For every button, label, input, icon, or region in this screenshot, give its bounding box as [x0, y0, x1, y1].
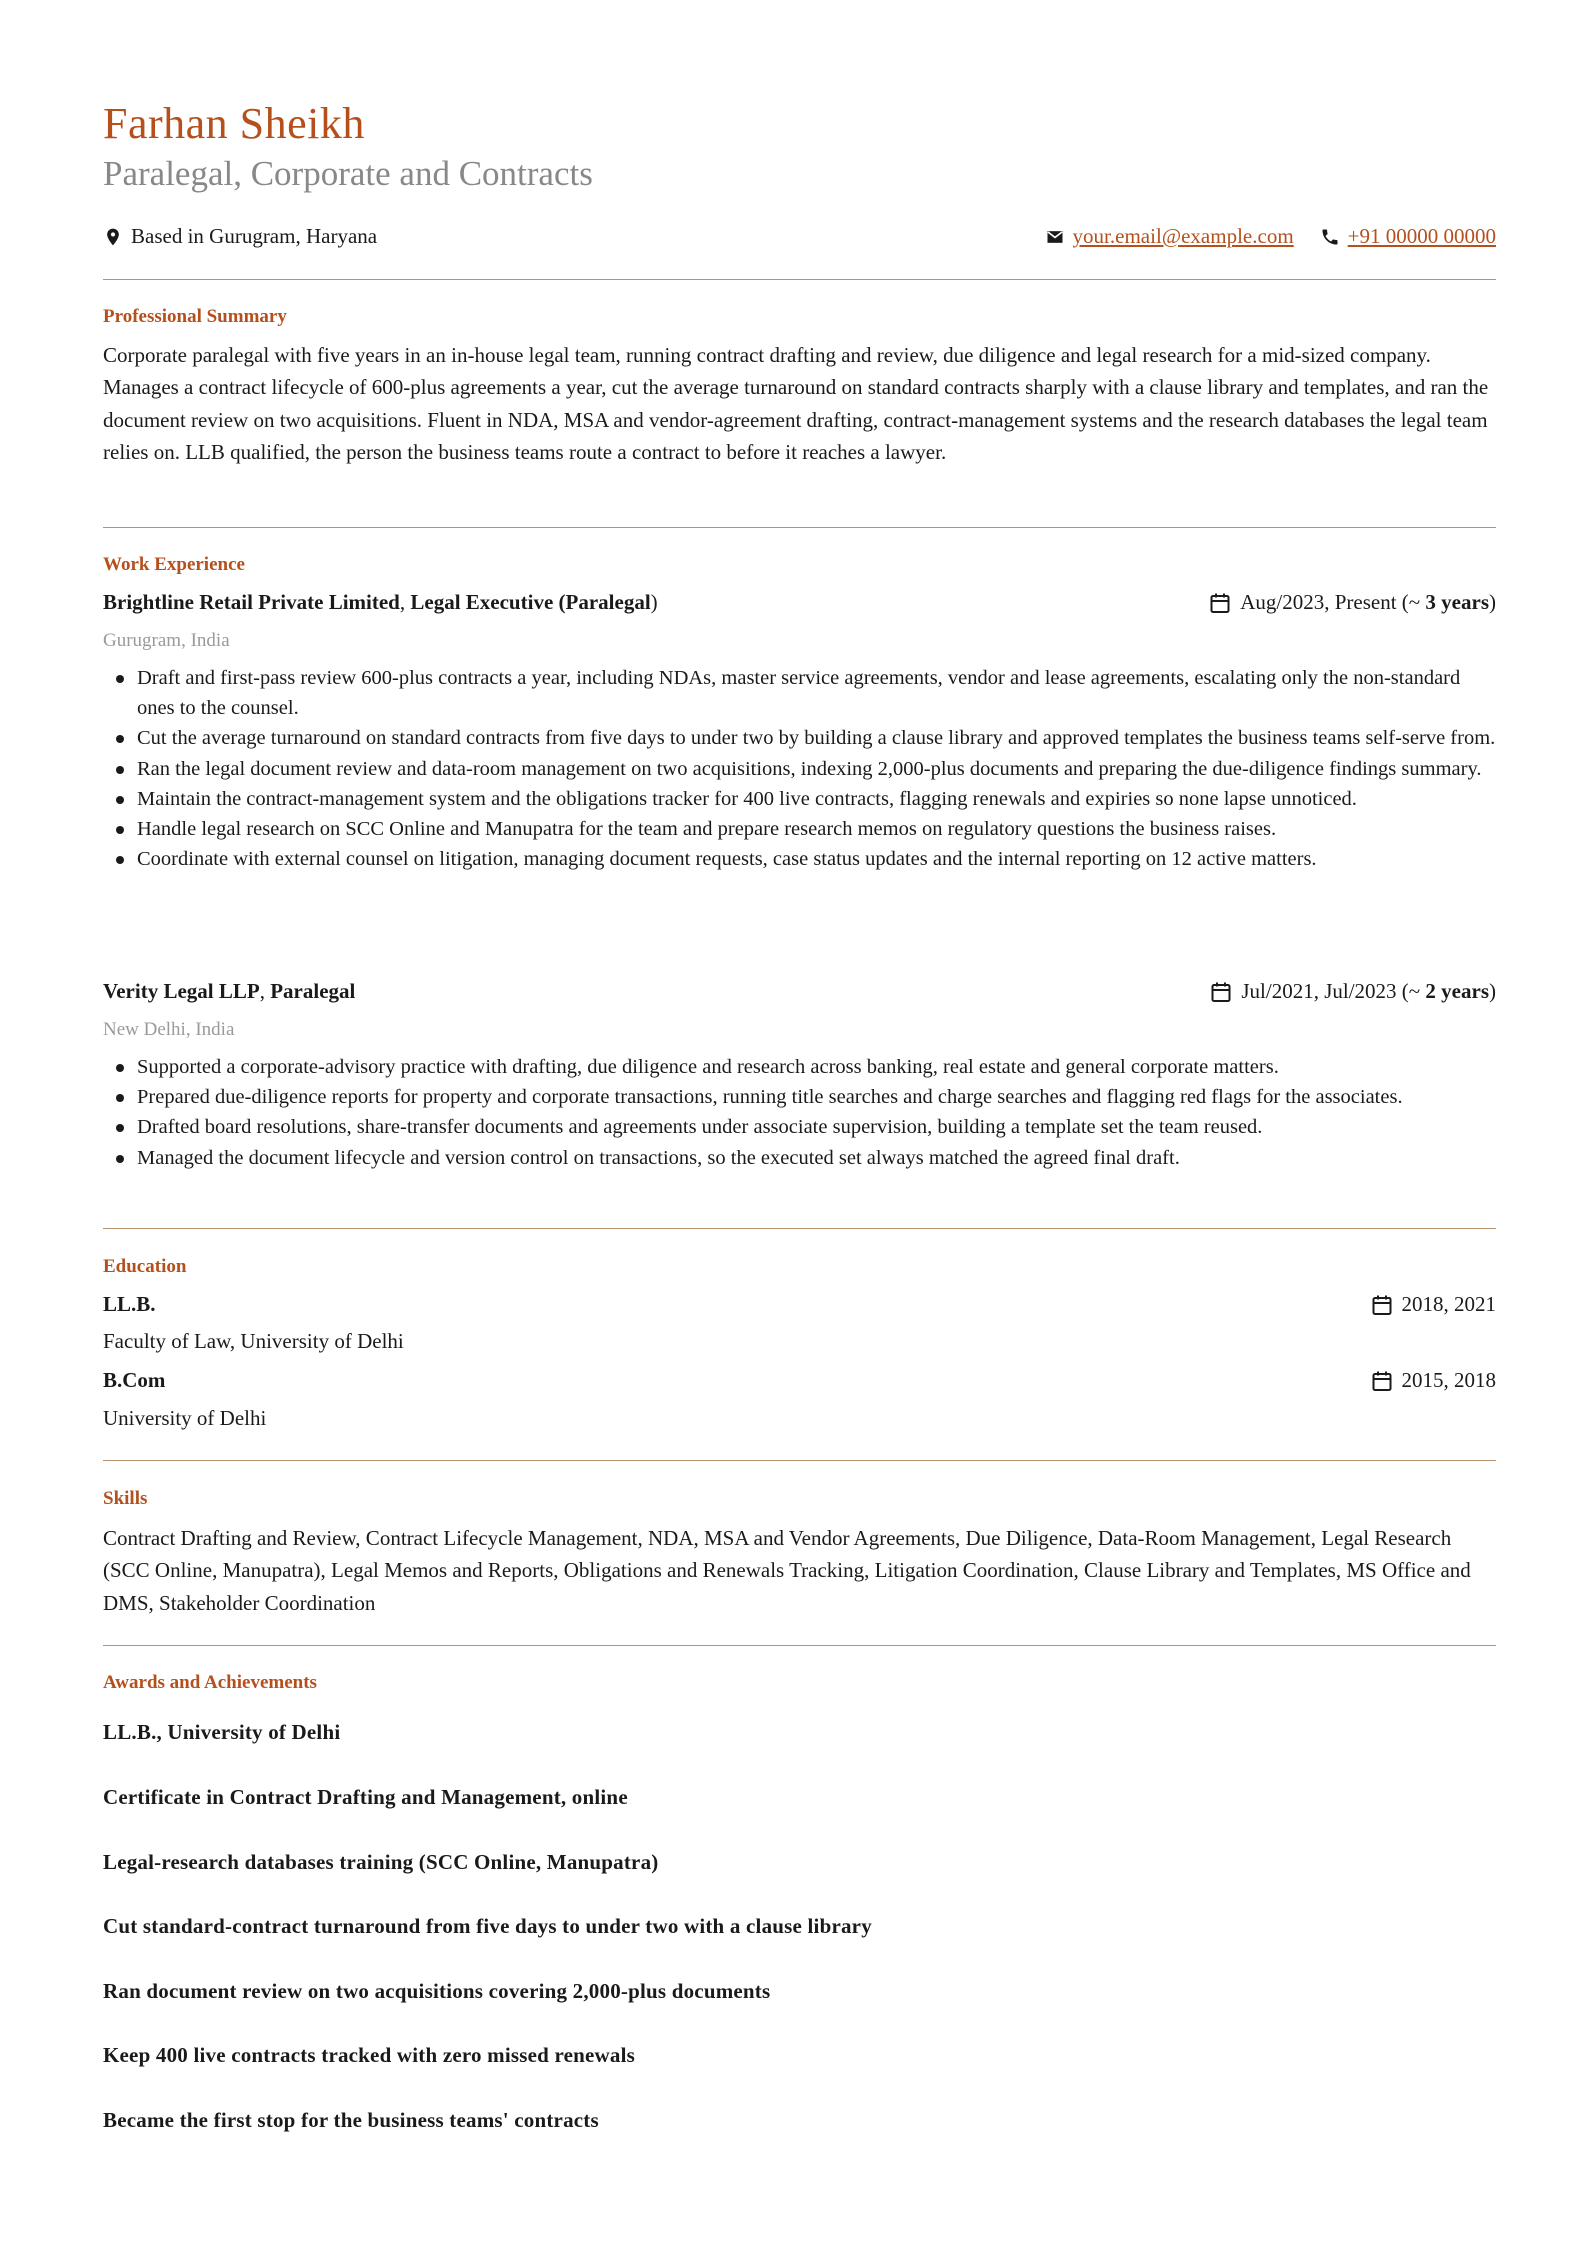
- candidate-headline: Paralegal, Corporate and Contracts: [103, 154, 593, 193]
- envelope-icon: [1045, 227, 1065, 247]
- education-degree: B.Com: [103, 1368, 166, 1392]
- skills-text: Contract Drafting and Review, Contract Lifecycle Management, NDA, MSA and Vendor Agreements, Due Diligence, Data-Room Management, Legal Research (SCC Online, Manupatra), Legal Memos and Reports, Obligations and Renewals Tracking, Litigation Coordination, Clause Library and Templates, MS Office and DMS, Stakeholder Coordination: [103, 1526, 1471, 1615]
- candidate-name: Farhan Sheikh: [103, 99, 365, 148]
- award-item: LL.B., University of Delhi: [103, 1720, 341, 1744]
- calendar-icon: [1209, 980, 1233, 1004]
- summary-heading: Professional Summary: [103, 306, 287, 327]
- job-role: Legal Executive (: [410, 590, 566, 614]
- list-item: Coordinate with external counsel on litigation, managing document requests, case status updates and the internal reporting on 12 active matters.: [137, 844, 1496, 874]
- award-item: Legal-research databases training (SCC Online, Manupatra): [103, 1850, 659, 1874]
- education-header: [103, 1292, 1496, 1320]
- award-item: Certificate in Contract Drafting and Management, online: [103, 1785, 628, 1809]
- divider: [103, 279, 1496, 280]
- job-header: Brightline Retail Private Limited, Legal Executive (Paralegal) Aug/2023, Present (~ 3 years): [103, 590, 1496, 614]
- calendar-icon: [1208, 591, 1232, 615]
- education-dates: 2015, 2018: [1370, 1368, 1497, 1393]
- divider: [103, 527, 1496, 528]
- award-item: Cut standard-contract turnaround from five days to under two with a clause library: [103, 1914, 872, 1938]
- email-link[interactable]: your.email@example.com: [1072, 224, 1294, 248]
- award-item: Keep 400 live contracts tracked with zero missed renewals: [103, 2043, 636, 2067]
- email-item: [1045, 224, 1294, 249]
- job-header: Verity Legal LLP, Paralegal Jul/2021, Jul/2023 (~ 2 years): [103, 979, 1496, 1003]
- list-item: Prepared due-diligence reports for property and corporate transactions, running title searches and charge searches and flagging red flags for the associates.: [137, 1082, 1496, 1112]
- list-item: Ran the legal document review and data-room management on two acquisitions, indexing 2,000-plus documents and preparing the due-diligence findings summary.: [137, 754, 1496, 784]
- contact-row: [103, 224, 1496, 254]
- list-item: Managed the document lifecycle and version control on transactions, so the executed set always matched the agreed final draft.: [137, 1143, 1496, 1173]
- list-item: Draft and first-pass review 600-plus contracts a year, including NDAs, master service agreements, vendor and lease agreements, escalating only the non-standard ones to the counsel.: [137, 663, 1496, 723]
- education-dates: 2018, 2021: [1370, 1292, 1497, 1317]
- job-company: Brightline Retail Private Limited: [103, 590, 400, 614]
- job-location: New Delhi, India: [103, 1019, 235, 1040]
- job-dates: Jul/2021, Jul/2023 (~ 2 years): [1209, 979, 1496, 1004]
- list-item: Cut the average turnaround on standard contracts from five days to under two by building a clause library and approved templates the business teams self-serve from.: [137, 723, 1496, 753]
- summary-text: Corporate paralegal with five years in an in-house legal team, running contract drafting and review, due diligence and legal research for a mid-sized company. Manages a contract lifecycle of 600-plus agreements a year, cut the average turnaround on standard contracts sharply with a clause library and templates, and ran the document review on two acquisitions. Fluent in NDA, MSA and vendor-agreement drafting, contract-management systems and the research databases the legal team relies on. LLB qualified, the person the business teams route a contract to before it reaches a lawyer.: [103, 343, 1489, 464]
- education-degree: LL.B.: [103, 1292, 156, 1316]
- job-location: Gurugram, India: [103, 630, 230, 651]
- list-item: Supported a corporate-advisory practice with drafting, due diligence and research across banking, real estate and general corporate matters.: [137, 1052, 1496, 1082]
- phone-icon: [1320, 227, 1340, 247]
- list-item: Maintain the contract-management system and the obligations tracker for 400 live contracts, flagging renewals and expiries so none lapse unnoticed.: [137, 784, 1496, 814]
- calendar-icon: [1370, 1293, 1394, 1317]
- job-dates: Aug/2023, Present (~ 3 years): [1208, 590, 1496, 615]
- skills-heading: Skills: [103, 1488, 148, 1509]
- award-item: Became the first stop for the business teams' contracts: [103, 2108, 599, 2132]
- divider: [103, 1645, 1496, 1646]
- divider: [103, 1228, 1496, 1229]
- phone-item: [1320, 224, 1496, 249]
- location: [103, 224, 377, 249]
- map-pin-icon: [103, 227, 123, 247]
- job-company: Verity Legal LLP: [103, 979, 260, 1003]
- calendar-icon: [1370, 1369, 1394, 1393]
- job-role: Paralegal: [270, 979, 356, 1003]
- location-text: Based in Gurugram, Haryana: [131, 224, 378, 248]
- job-bullets: [103, 663, 1496, 874]
- education-school: University of Delhi: [103, 1406, 267, 1430]
- award-item: Ran document review on two acquisitions covering 2,000-plus documents: [103, 1979, 771, 2003]
- awards-heading: Awards and Achievements: [103, 1672, 317, 1693]
- contact-links: [1045, 224, 1496, 249]
- education-school: Faculty of Law, University of Delhi: [103, 1329, 404, 1353]
- phone-link[interactable]: +91 00000 00000: [1347, 224, 1496, 248]
- education-header: [103, 1368, 1496, 1396]
- job-bullets: [103, 1052, 1496, 1173]
- list-item: Handle legal research on SCC Online and Manupatra for the team and prepare research memos on regulatory questions the business raises.: [137, 814, 1496, 844]
- list-item: Drafted board resolutions, share-transfer documents and agreements under associate supervision, building a template set the team reused.: [137, 1112, 1496, 1142]
- divider: [103, 1460, 1496, 1461]
- experience-heading: Work Experience: [103, 554, 245, 575]
- education-heading: Education: [103, 1256, 187, 1277]
